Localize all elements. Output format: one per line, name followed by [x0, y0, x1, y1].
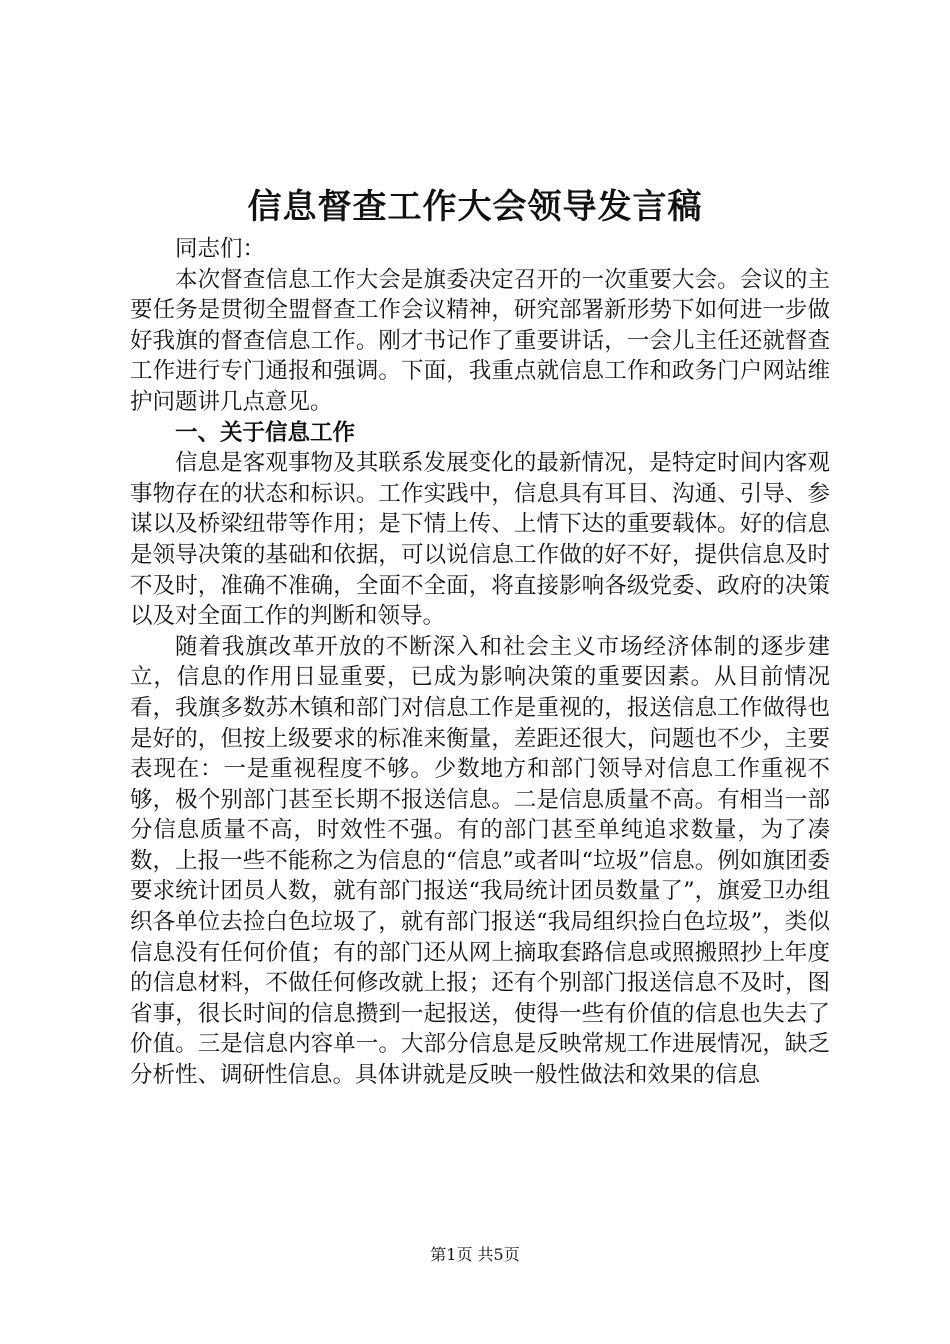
section1-paragraph-1: 信息是客观事物及其联系发展变化的最新情况，是特定时间内客观事物存在的状态和标识。工作实践中，信息具有耳目、沟通、引导、参谋以及桥梁纽带等作用；是下情上传、上情下达的重要载体。好的信息是领导决策的基础和依据，可以说信息工作做的好不好，提供信息及时不及时，准确不准确，全面不全面，将直接影响各级党委、政府的决策以及对全面工作的判断和领导。: [130, 450, 830, 630]
section-heading: 一、关于信息工作: [175, 419, 356, 446]
section1-paragraph-2: 随着我旗改革开放的不断深入和社会主义市场经济体制的逐步建立，信息的作用日显重要，已成为影响决策的重要因素。从目前情况看，我旗多数苏木镇和部门对信息工作是重视的，报送信息工作做得也是好的，但按上级要求的标准来衡量，差距还很大，问题也不少，主要表现在：一是重视程度不够。少数地方和部门领导对信息工作重视不够，极个别部门甚至长期不报送信息。二是信息质量不高。有相当一部分信息质量不高，时效性不强。有的部门甚至单纯追求数量，为了凑数，上报一些不能称之为信息的“信息”或者叫“垃圾”信息。例如旗团委要求统计团员人数，就有部门报送“我局统计团员数量了”，旗爱卫办组织各单位去捡白色垃圾了，就有部门报送“我局组织捡白色垃圾”，类似信息没有任何价值；有的部门还从网上摘取套路信息或照搬照抄上年度的信息材料，不做任何修改就上报；还有个别部门报送信息不及时，图省事，很长时间的信息攒到一起报送，使得一些有价值的信息也失去了价值。三是信息内容单一。大部分信息是反映常规工作进展情况，缺乏分析性、调研性信息。具体讲就是反映一般性做法和效果的信息: [130, 633, 830, 1089]
page-footer: 第1页 共5页: [430, 1245, 520, 1264]
document-body: [130, 234, 830, 1091]
document-title: 信息督查工作大会领导发言稿: [247, 187, 703, 227]
salutation: 同志们：: [175, 236, 266, 262]
intro-paragraph: 本次督查信息工作大会是旗委决定召开的一次重要大会。会议的主要任务是贯彻全盟督查工作会议精神，研究部署新形势下如何进一步做好我旗的督查信息工作。刚才书记作了重要讲话，一会儿主任还就督查工作进行专门通报和强调。下面，我重点就信息工作和政务门户网站维护问题讲几点意见。: [130, 266, 830, 415]
